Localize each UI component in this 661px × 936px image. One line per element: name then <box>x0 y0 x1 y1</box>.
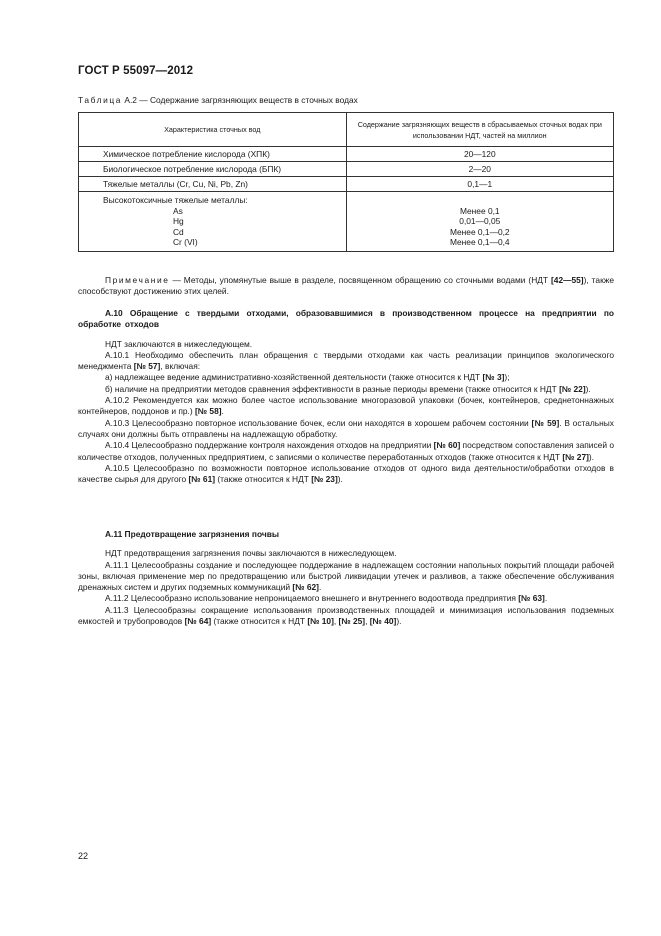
table-caption-title: — Содержание загрязняющих веществ в сточных водах <box>136 95 358 105</box>
table-header-row <box>79 113 614 147</box>
paragraph: А.10.3 Целесообразно повторное использование бочек, если они находятся в хорошем рабочем состоянии [№ 59]. В остальных случаях они должны быть отправлены на надлежащую обработку. <box>78 417 614 439</box>
table-header-characteristic: Характеристика сточных вод <box>79 113 347 147</box>
table-cell-name: Химическое потребление кислорода (ХПК) <box>79 147 347 162</box>
table-note: Примечание — Методы, упомянутые выше в разделе, посвященном обращению со сточными водами (НДТ [42—55]), также способствуют достижению этих целей. <box>78 275 614 297</box>
note-label: Примечание <box>105 275 170 285</box>
section-a11 <box>78 529 614 627</box>
page-number: 22 <box>78 851 89 861</box>
metal-name: Cr (VI) <box>173 237 198 247</box>
list-item: а) надлежащее ведение административно-хозяйственной деятельности (также относится к НДТ [№ 3]); <box>105 372 510 383</box>
metal-value: Менее 0,1 <box>459 205 500 216</box>
paragraph: А.11.3 Целесообразны сокращение использования производственных площадей и минимизация использования подземных емкостей и трубопроводов [№ 64] (также относится к НДТ [№ 10], [№ 25], [№ 40]). <box>78 604 614 627</box>
list-item: б) наличие на предприятии методов сравнения эффективности в разные периоды времени (также относится к НДТ [№ 22]). <box>105 383 591 394</box>
section-intro: НДТ заключаются в нижеследующем. <box>105 338 253 349</box>
section-intro: НДТ предотвращения загрязнения почвы заключаются в нижеследующем. <box>105 548 397 559</box>
table-row <box>79 162 614 177</box>
table-cell-name: Биологическое потребление кислорода (БПК) <box>79 162 347 177</box>
metal-value: 0,01—0,05 <box>459 216 501 226</box>
paragraph: А.11.1 Целесообразны создание и последующее поддержание в надлежащем состоянии напольных покрытий площади рабочей зоны, включая применение мер по предотвращению или быстрой ликвидации утечек и разливов, а также обеспечение обслуживания дренажных систем и других подземных коммуникаций [№ 62]. <box>78 559 614 593</box>
table-caption <box>78 95 358 105</box>
document-header: ГОСТ Р 55097—2012 <box>78 65 194 77</box>
metal-value: Менее 0,1—0,2 <box>449 226 510 237</box>
pollutants-table <box>78 112 614 252</box>
table-cell-metal-values <box>346 192 613 252</box>
table-cell-metals <box>79 192 347 252</box>
paragraph: А.10.4 Целесообразно поддержание контроля нахождения отходов на предприятии [№ 60] посредством сопоставления записей о количестве отходов, полученных предприятием, с записями о количестве переработанных отходов (также относится к НДТ [№ 27]). <box>78 440 614 462</box>
note-ref: [42—55] <box>551 275 584 285</box>
table-caption-label: Таблица <box>78 95 123 105</box>
metal-name: Hg <box>173 216 184 226</box>
paragraph: А.10.5 Целесообразно по возможности повторное использование отходов от одного вида деятельности/обработки отходов в качестве сырья для другого [№ 61] (также относится к НДТ [№ 23]). <box>78 462 614 485</box>
table-row <box>79 147 614 162</box>
table-cell-value: 0,1—1 <box>346 177 613 192</box>
table-row-metals <box>79 192 614 252</box>
section-heading: А.10 Обращение с твердыми отходами, образовавшимися в производственном процессе на предприятии по обработке отходов <box>78 308 614 330</box>
metal-value: Менее 0,1—0,4 <box>449 237 510 247</box>
table-row <box>79 177 614 192</box>
table-cell-name: Тяжелые металлы (Cr, Cu, Ni, Pb, Zn) <box>79 177 347 192</box>
table-caption-number: А.2 <box>122 95 137 105</box>
paragraph: А.11.2 Целесообразно использование непроницаемого внешнего и внутреннего водоотвода предприятия [№ 63]. <box>105 593 548 604</box>
table-cell-value: 2—20 <box>346 162 613 177</box>
metal-name: Cd <box>173 226 184 237</box>
table-cell-value: 20—120 <box>346 147 613 162</box>
section-a10 <box>78 308 614 485</box>
section-heading: А.11 Предотвращение загрязнения почвы <box>105 529 280 539</box>
metals-title: Высокотоксичные тяжелые металлы: <box>103 195 248 205</box>
metal-name: As <box>173 205 183 216</box>
table-header-content: Содержание загрязняющих веществ в сбрасываемых сточных водах при использовании НДТ, частей на миллион <box>346 113 613 147</box>
paragraph: А.10.2 Рекомендуется как можно более частое использование многоразовой упаковки (бочек, контейнеров, среднетоннажных контейнеров, поддонов и пр.) [№ 58]. <box>78 395 614 417</box>
paragraph: А.10.1 Необходимо обеспечить план обращения с твердыми отходами как часть реализации принципов экологического менеджмента [№ 57], включая: <box>78 349 614 372</box>
